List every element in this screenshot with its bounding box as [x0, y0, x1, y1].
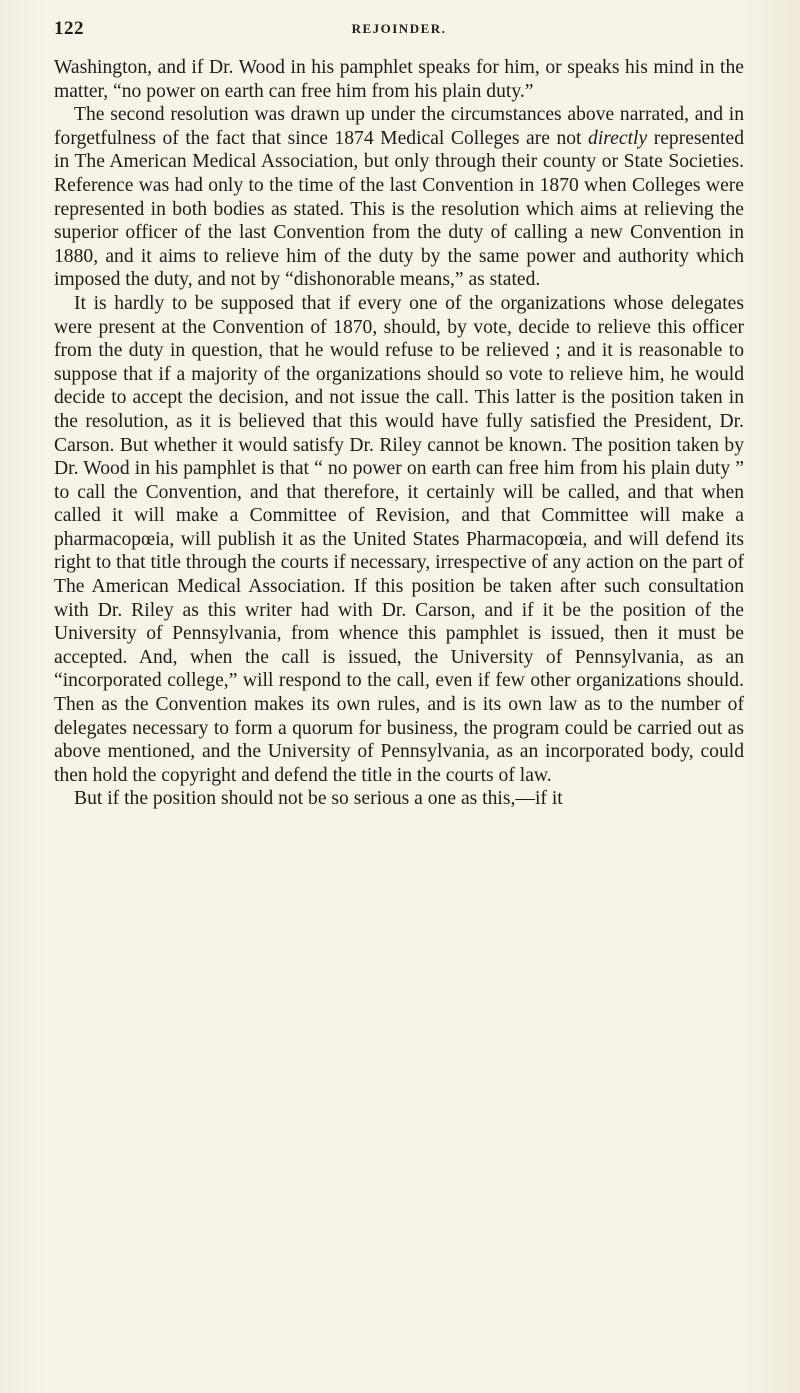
paragraph-text-after: represented in The American Medical Association, but only through their county or State Societies. Reference was had only to the time of the last Convention in 1870 when Colleges were represented in both bodies as stated. This is the resolution which aims at relieving the superior officer of the last Convention from the duty of calling a new Convention in 1880, and it aims to relieve him of the duty by the same power and authority which imposed the duty, and not by “dishonorable means,” as stated.: [54, 127, 744, 291]
paragraph-continuation: [54, 56, 744, 103]
page-number: 122: [54, 18, 84, 39]
paragraph-second-resolution: [54, 103, 744, 292]
emphasis-directly: directly: [588, 127, 648, 149]
paragraph-final: [54, 787, 744, 811]
paragraph-text: But if the position should not be so serious a one as this,—if it: [74, 788, 563, 810]
paragraph-text-before: The second resolution was drawn up under the circumstances above narrated, and in forgetfulness of the fact that since 1874 Medical Colleges are not: [54, 104, 744, 149]
body-text: [54, 56, 744, 811]
paragraph-organizations: [54, 292, 744, 787]
running-title: REJOINDER.: [351, 21, 447, 36]
paragraph-text: It is hardly to be supposed that if every one of the organizations whose delegates were present at the Convention of 1870, should, by vote, decide to relieve this officer from the duty in question, that he would refuse to be relieved ; and it is reasonable to suppose that if a majority of the organizations should so vote to relieve him, he would decide to accept the decision, and not issue the call. This latter is the position taken in the resolution, as it is believed that this would have fully satisfied the President, Dr. Carson. But whether it would satisfy Dr. Riley cannot be known. The position taken by Dr. Wood in his pamphlet is that “ no power on earth can free him from his plain duty ” to call the Convention, and that therefore, it certainly will be called, and that when called it will make a Committee of Revision, and that Committee will make a pharmacopœia, will publish it as the United States Pharmacopœia, and will defend its right to that title through the courts if necessary, irrespective of any action on the part of The American Medical Association. If this position be taken after such consultation with Dr. Riley as this writer had with Dr. Carson, and if it be the position of the University of Pennsylvania, from whence this pamphlet is issued, then it must be accepted. And, when the call is issued, the University of Pennsylvania, as an “incorporated college,” will respond to the call, even if few other organizations should. Then as the Convention makes its own rules, and is its own law as to the number of delegates necessary to form a quorum for business, the program could be carried out as above mentioned, and the University of Pennsylvania, as an incorporated body, could then hold the copyright and defend the title in the courts of law.: [54, 292, 744, 786]
paragraph-text: Washington, and if Dr. Wood in his pamphlet speaks for him, or speaks his mind in the matter, “no power on earth can free him from his plain duty.”: [54, 57, 744, 102]
running-head: [54, 18, 744, 44]
